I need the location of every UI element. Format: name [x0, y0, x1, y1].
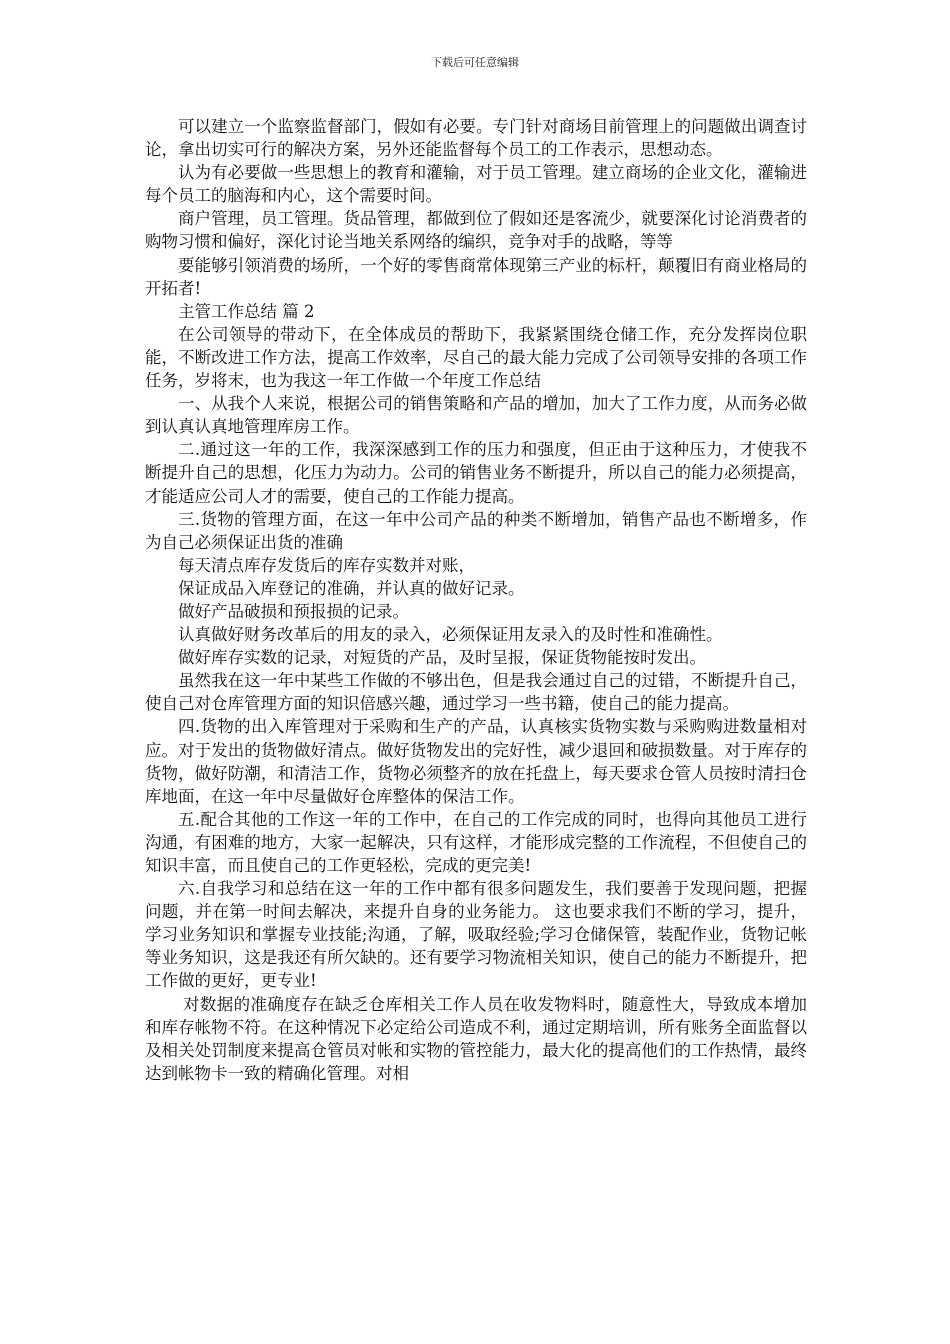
paragraph: 商户管理，员工管理。货品管理，都做到位了假如还是客流少，就要深化讨论消费者的购物习惯和偏好，深化讨论当地关系网络的编织，竞争对手的战略，等等 — [145, 209, 807, 252]
paragraph: 对数据的准确度存在缺乏仓库相关工作人员在收发物料时，随意性大，导致成本增加和库存帐物不符。在这种情况下必定给公司造成不利，通过定期培训，所有账务全面监督以及相关处罚制度来提高仓管员对帐和实物的管控能力，最大化的提高他们的工作热情，最终达到帐物卡一致的精确化管理。对相 — [145, 994, 807, 1083]
paragraph: 做好产品破损和预报损的记录。 — [178, 601, 409, 621]
paragraph: 一、从我个人来说，根据公司的销售策略和产品的增加，加大了工作力度，从而务必做到认真认真地管理库房工作。 — [145, 394, 807, 437]
paragraph: 认为有必要做一些思想上的教育和灌输，对于员工管理。建立商场的企业文化，灌输进每个员工的脑海和内心，这个需要时间。 — [145, 163, 807, 206]
paragraph: 可以建立一个监察监督部门，假如有必要。专门针对商场目前管理上的问题做出调查讨论，拿出切实可行的解决方案，另外还能监督每个员工的工作表示，思想动态。 — [145, 117, 807, 160]
paragraph: 要能够引领消费的场所，一个好的零售商常体现第三产业的标杆，颠覆旧有商业格局的开拓者! — [145, 255, 807, 298]
paragraph: 保证成品入库登记的准确，并认真的做好记录。 — [178, 578, 525, 598]
paragraph: 认真做好财务改革后的用友的录入，必须保证用友录入的及时性和准确性。 — [178, 625, 723, 645]
paragraph: 四.货物的出入库管理对于采购和生产的产品，认真核实货物实数与采购购进数量相对应。对于发出的货物做好清点。做好货物发出的完好性，减少退回和破损数量。对于库存的货物，做好防潮，和清洁工作，货物必须整齐的放在托盘上，每天要求仓管人员按时清扫仓库地面，在这一年中尽量做好仓库整体的保洁工作。 — [145, 717, 807, 806]
document-body — [145, 115, 807, 1085]
paragraph: 每天清点库存发货后的库存实数并对账， — [178, 555, 475, 575]
section-heading: 主管工作总结 篇 2 — [178, 301, 315, 321]
paragraph: 五.配合其他的工作这一年的工作中，在自己的工作完成的同时，也得向其他员工进行沟通，有困难的地方，大家一起解决，只有这样，才能形成完整的工作流程，不但使自己的知识丰富，而且使自己的工作更轻松，完成的更完美! — [145, 809, 807, 875]
paragraph: 虽然我在这一年中某些工作做的不够出色，但是我会通过自己的过错，不断提升自己，使自己对仓库管理方面的知识倍感兴趣，通过学习一些书籍，使自己的能力提高。 — [145, 671, 807, 714]
paragraph: 做好库存实数的记录，对短货的产品，及时呈报，保证货物能按时发出。 — [178, 648, 706, 668]
page-header-note: 下载后可任意编辑 — [431, 56, 519, 69]
paragraph: 六.自我学习和总结在这一年的工作中都有很多问题发生，我们要善于发现问题，把握问题，并在第一时间去解决，来提升自身的业务能力。 这也要求我们不断的学习，提升，学习业务知识和掌握专业技能;沟通，了解，吸取经验;学习仓储保管，装配作业，货物记帐等业务知识，这是我还有所欠缺的。还有要学习物流相关知识，使自己的能力不断提升，把工作做的更好，更专业! — [145, 879, 807, 991]
paragraph: 二.通过这一年的工作，我深深感到工作的压力和强度，但正由于这种压力，才使我不断提升自己的思想，化压力为动力。公司的销售业务不断提升，所以自己的能力必须提高，才能适应公司人才的需要，使自己的工作能力提高。 — [145, 440, 807, 506]
paragraph: 三.货物的管理方面，在这一年中公司产品的种类不断增加，销售产品也不断增多，作为自己必须保证出货的准确 — [145, 509, 807, 552]
paragraph: 在公司领导的带动下，在全体成员的帮助下，我紧紧围绕仓储工作，充分发挥岗位职能，不断改进工作方法，提高工作效率，尽自己的最大能力完成了公司领导安排的各项工作任务，岁将末，也为我这一年工作做一个年度工作总结 — [145, 324, 807, 391]
